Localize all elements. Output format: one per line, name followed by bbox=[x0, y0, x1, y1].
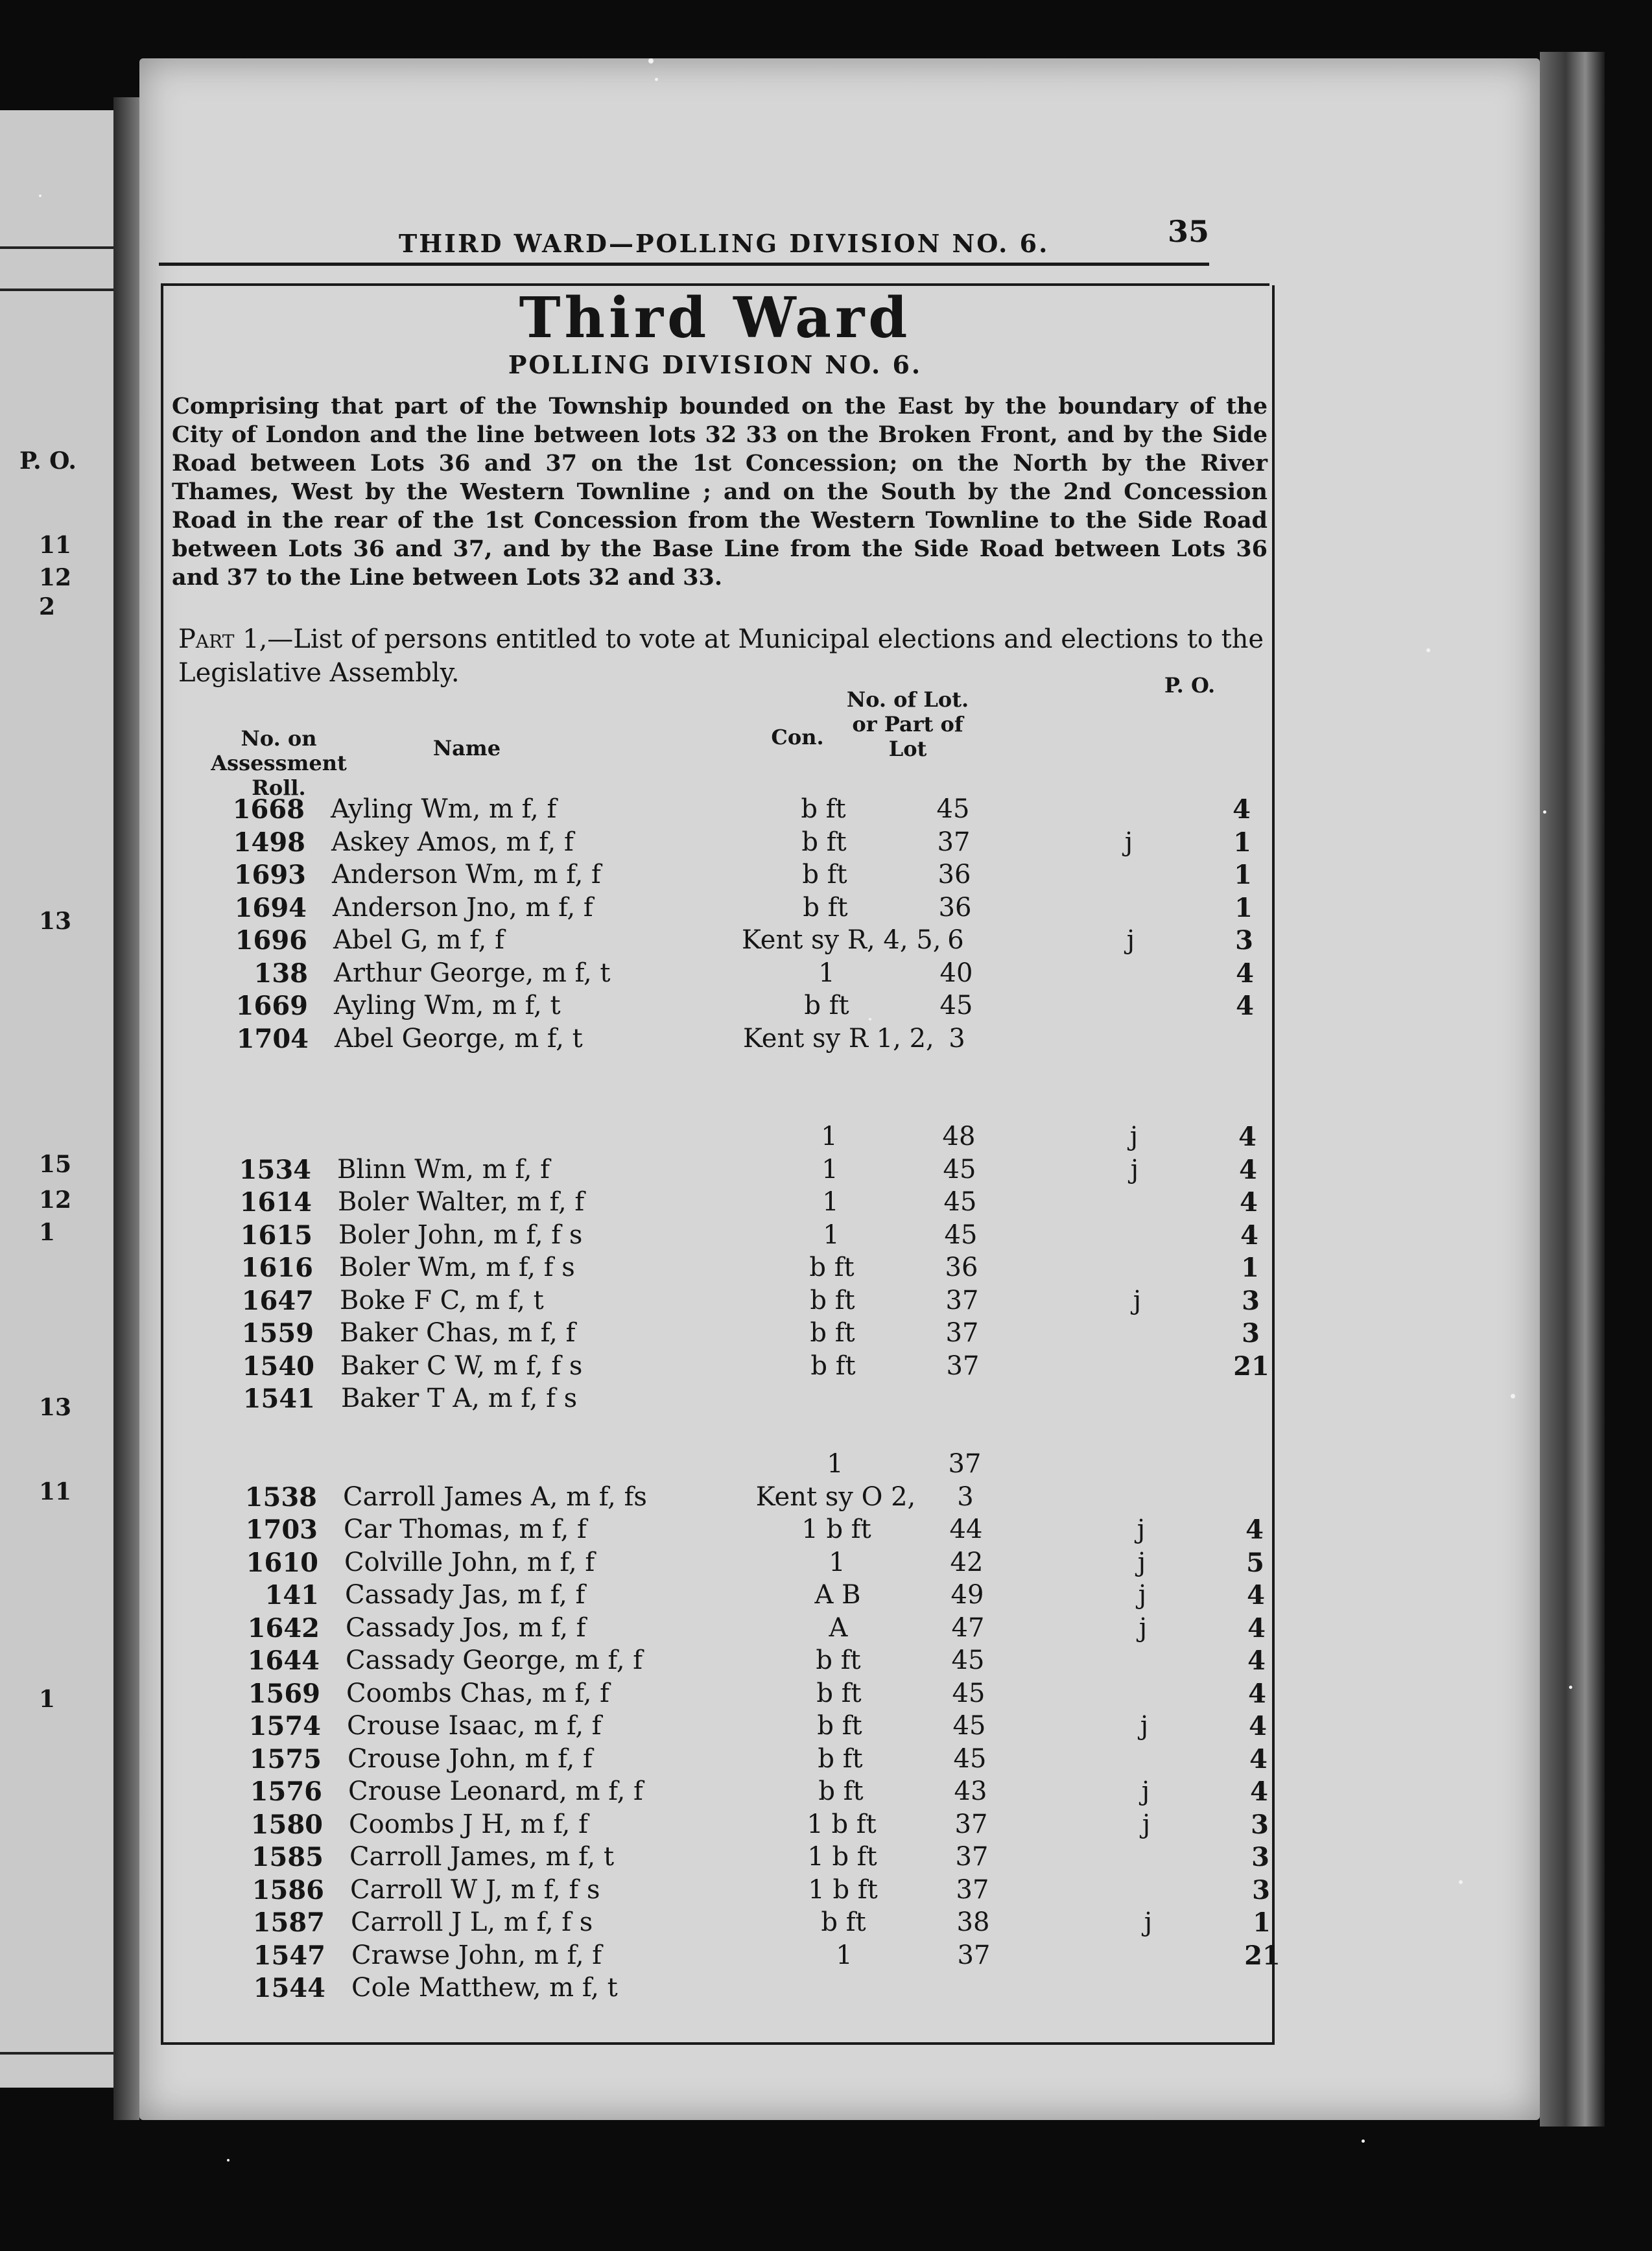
table-row bbox=[0, 860, 1652, 892]
speck bbox=[227, 2159, 230, 2162]
roll-number: 1647 bbox=[241, 1285, 314, 1316]
page-subtitle: POLLING DIVISION NO. 6. bbox=[508, 350, 923, 379]
table-row bbox=[0, 1842, 1652, 1874]
speck bbox=[1459, 1880, 1463, 1884]
post-office: 4 bbox=[1236, 958, 1254, 989]
margin-number: 1 bbox=[39, 1219, 56, 1246]
voter-name: Boler Walter, m f, f bbox=[338, 1187, 585, 1217]
lot-number: 44 bbox=[949, 1514, 983, 1544]
speck bbox=[1569, 1686, 1572, 1689]
concession: b ft bbox=[803, 892, 848, 923]
part-label: Part 1, bbox=[178, 624, 268, 654]
voter-name: Ayling Wm, m f, f bbox=[331, 794, 557, 824]
voter-name: Baker T A, m f, f s bbox=[341, 1384, 578, 1413]
lot-number: 42 bbox=[950, 1547, 984, 1577]
roll-number: 1616 bbox=[241, 1253, 313, 1283]
roll-number: 1544 bbox=[253, 1973, 325, 2003]
lot-number: 37 bbox=[937, 827, 971, 857]
lot-number: 6 bbox=[947, 925, 964, 955]
part-text: —List of persons entitled to vote at Municipal elections and elections to the Legislative Assembly. bbox=[178, 624, 1264, 688]
lot-number: 37 bbox=[957, 1940, 991, 1970]
table-row bbox=[0, 1776, 1652, 1809]
post-office: 21 bbox=[1244, 1940, 1280, 1971]
voter-name: Anderson Wm, m f, f bbox=[332, 860, 601, 890]
col-con-header: Con. bbox=[771, 725, 824, 749]
lot-number: 45 bbox=[952, 1678, 985, 1708]
roll-number: 138 bbox=[254, 958, 308, 989]
lot-number: 45 bbox=[953, 1743, 987, 1774]
speck bbox=[1543, 810, 1546, 814]
concession: A bbox=[829, 1612, 848, 1643]
margin-number: 12 bbox=[39, 1186, 72, 1214]
voter-name: Carroll W J, m f, f s bbox=[350, 1874, 600, 1905]
lot-number: 36 bbox=[945, 1253, 978, 1282]
post-office: 4 bbox=[1238, 1122, 1257, 1152]
roll-number: 1586 bbox=[252, 1874, 324, 1905]
concession: Kent sy R, 4, 5, bbox=[742, 925, 941, 955]
juror-mark: j bbox=[1133, 1285, 1142, 1315]
table-row bbox=[0, 1024, 1652, 1056]
voter-name: Cole Matthew, m f, t bbox=[351, 1973, 618, 2003]
post-office: 3 bbox=[1242, 1285, 1260, 1316]
concession: b ft bbox=[818, 1743, 863, 1774]
lot-number: 45 bbox=[939, 991, 973, 1020]
post-office: 21 bbox=[1233, 1350, 1269, 1382]
roll-number: 1642 bbox=[247, 1612, 320, 1644]
table-row bbox=[0, 1514, 1652, 1547]
rule-line bbox=[0, 289, 113, 291]
concession: 1 b ft bbox=[808, 1874, 878, 1905]
lot-number: 43 bbox=[954, 1776, 987, 1806]
post-office: 4 bbox=[1239, 1154, 1257, 1185]
post-office: 1 bbox=[1234, 860, 1252, 890]
lot-number: 3 bbox=[949, 1023, 965, 1054]
margin-number: 15 bbox=[39, 1151, 72, 1178]
table-row bbox=[0, 1253, 1652, 1285]
table-row bbox=[0, 1645, 1652, 1678]
margin-number: 13 bbox=[39, 908, 72, 935]
juror-mark: j bbox=[1137, 1514, 1146, 1544]
page-number: 35 bbox=[1167, 214, 1209, 249]
voter-name: Boler John, m f, f s bbox=[338, 1220, 583, 1250]
table-row bbox=[0, 1417, 1652, 1449]
lot-number: 48 bbox=[942, 1122, 976, 1151]
roll-number: 1574 bbox=[248, 1711, 321, 1741]
running-head bbox=[159, 211, 1209, 266]
voter-name: Cassady Jas, m f, f bbox=[345, 1580, 585, 1610]
concession: 1 b ft bbox=[807, 1809, 877, 1839]
table-row bbox=[0, 925, 1652, 958]
col-name-header: Name bbox=[432, 736, 501, 760]
concession: b ft bbox=[810, 1318, 855, 1348]
voter-name: Anderson Jno, m f, f bbox=[333, 892, 593, 923]
lot-number: 36 bbox=[938, 892, 972, 923]
table-row bbox=[0, 1907, 1652, 1940]
voter-name: Abel G, m f, f bbox=[333, 925, 504, 955]
voter-name: Cassady George, m f, f bbox=[346, 1645, 643, 1675]
roll-number: 1569 bbox=[248, 1678, 320, 1709]
concession: 1 bbox=[822, 1187, 839, 1217]
voter-name: Cassady Jos, m f, f bbox=[346, 1612, 586, 1643]
concession: 1 b ft bbox=[807, 1842, 877, 1872]
speck bbox=[39, 194, 41, 197]
table-row bbox=[0, 1482, 1652, 1514]
post-office: 4 bbox=[1240, 1220, 1258, 1251]
speck bbox=[1426, 648, 1430, 652]
speck bbox=[1362, 2139, 1365, 2143]
post-office: 3 bbox=[1251, 1809, 1269, 1840]
table-row bbox=[0, 1940, 1652, 1973]
concession: b ft bbox=[809, 1253, 855, 1282]
roll-number: 1610 bbox=[246, 1547, 318, 1578]
post-office: 4 bbox=[1245, 1514, 1264, 1545]
concession: 1 bbox=[823, 1220, 840, 1250]
post-office: 4 bbox=[1236, 991, 1254, 1021]
juror-mark: j bbox=[1130, 1154, 1139, 1184]
roll-number: 1693 bbox=[233, 860, 306, 890]
lot-number: 36 bbox=[938, 860, 971, 890]
speck bbox=[1511, 1394, 1515, 1398]
lot-number: 40 bbox=[939, 958, 973, 988]
post-office: 4 bbox=[1247, 1580, 1265, 1610]
voter-name: Crouse John, m f, f bbox=[348, 1743, 593, 1774]
roll-number: 1703 bbox=[245, 1514, 318, 1545]
roll-number: 1498 bbox=[233, 827, 305, 858]
speck bbox=[648, 58, 654, 64]
lot-number: 49 bbox=[950, 1580, 984, 1610]
juror-mark: j bbox=[1140, 1711, 1149, 1741]
voter-name: Arthur George, m f, t bbox=[334, 958, 611, 988]
roll-number: 1534 bbox=[239, 1154, 311, 1185]
concession: b ft bbox=[810, 1285, 855, 1315]
table-row bbox=[0, 1155, 1652, 1187]
post-office: 3 bbox=[1252, 1874, 1270, 1905]
concession: 1 bbox=[821, 1154, 838, 1184]
roll-number: 1615 bbox=[240, 1220, 313, 1251]
roll-number: 1669 bbox=[235, 991, 308, 1021]
concession: Kent sy O 2, bbox=[755, 1481, 916, 1512]
concession: b ft bbox=[816, 1678, 862, 1708]
voter-name: Carroll James, m f, t bbox=[349, 1842, 615, 1872]
lot-number: 45 bbox=[944, 1220, 978, 1250]
concession: A B bbox=[814, 1580, 861, 1610]
voter-name: Carroll James A, m f, fs bbox=[343, 1481, 647, 1512]
po-header: P. O. bbox=[19, 447, 77, 475]
table-row bbox=[0, 958, 1652, 991]
voter-name: Abel George, m f, t bbox=[335, 1023, 583, 1054]
concession: b ft bbox=[821, 1907, 866, 1937]
page-title: Third Ward bbox=[519, 285, 912, 351]
roll-number: 1585 bbox=[251, 1842, 324, 1872]
roll-number: 1587 bbox=[252, 1907, 325, 1938]
lot-number: 37 bbox=[945, 1318, 979, 1348]
concession: b ft bbox=[810, 1350, 856, 1381]
voter-name: Ayling Wm, m f, t bbox=[334, 991, 561, 1020]
concession: b ft bbox=[801, 794, 846, 824]
post-office: 3 bbox=[1251, 1842, 1269, 1872]
roll-number: 141 bbox=[265, 1580, 319, 1610]
voter-name: Baker Chas, m f, f bbox=[340, 1318, 576, 1348]
concession: 1 bbox=[821, 1122, 838, 1151]
voter-name: Car Thomas, m f, f bbox=[344, 1514, 587, 1544]
post-office: 1 bbox=[1234, 892, 1253, 923]
juror-mark: j bbox=[1139, 1612, 1148, 1643]
speck bbox=[655, 78, 658, 81]
table-row bbox=[0, 1580, 1652, 1612]
concession: b ft bbox=[804, 991, 849, 1020]
rule-line bbox=[0, 246, 113, 249]
post-office: 1 bbox=[1241, 1253, 1259, 1283]
concession: 1 bbox=[829, 1547, 845, 1577]
post-office: 4 bbox=[1240, 1187, 1258, 1218]
juror-mark: j bbox=[1129, 1122, 1139, 1151]
margin-number: 12 bbox=[39, 564, 72, 591]
table-row bbox=[0, 1875, 1652, 1907]
table-row bbox=[0, 1711, 1652, 1743]
table-row bbox=[0, 991, 1652, 1023]
margin-number: 13 bbox=[39, 1394, 72, 1421]
roll-number: 1704 bbox=[236, 1023, 309, 1054]
juror-mark: j bbox=[1137, 1547, 1146, 1577]
post-office: 4 bbox=[1233, 794, 1251, 825]
concession: b ft bbox=[816, 1645, 861, 1675]
post-office: 4 bbox=[1250, 1776, 1268, 1807]
roll-number: 1541 bbox=[242, 1384, 315, 1414]
roll-number: 1580 bbox=[250, 1809, 323, 1840]
concession: b ft bbox=[817, 1711, 862, 1741]
table-row bbox=[0, 1809, 1652, 1842]
table-row bbox=[0, 1122, 1652, 1154]
concession: 1 bbox=[818, 958, 835, 988]
voter-name: Blinn Wm, m f, f bbox=[337, 1154, 550, 1184]
roll-number: 1547 bbox=[253, 1940, 325, 1971]
voter-name: Boler Wm, m f, f s bbox=[339, 1253, 575, 1282]
margin-number: 11 bbox=[39, 1478, 72, 1505]
lot-number: 37 bbox=[948, 1449, 982, 1479]
voter-name: Coombs J H, m f, f bbox=[349, 1809, 588, 1839]
lot-number: 37 bbox=[946, 1350, 980, 1381]
lot-number: 47 bbox=[951, 1612, 985, 1643]
juror-mark: j bbox=[1138, 1580, 1147, 1610]
division-description: Comprising that part of the Township bounded on the East by the boundary of the City of London and the line between lots 32 33 on the Broken Front, and by the Side Road between Lots 36 and 37 on the 1st Concession; on the North by the River Thames, West by the Western Townline ; and on the South by the 2nd Concession Road in the rear of the 1st Concession from the Western Townline to the Side Road between Lots 36 and 37, and by the Base Line from the Side Road between Lots 36 and 37 to the Line between Lots 32 and 33. bbox=[172, 393, 1268, 591]
roll-number: 1694 bbox=[234, 892, 307, 923]
roll-number: 1644 bbox=[247, 1645, 320, 1676]
roll-number: 1696 bbox=[235, 925, 307, 956]
part-heading bbox=[178, 622, 1268, 690]
roll-number: 1668 bbox=[232, 794, 305, 825]
running-head-title: THIRD WARD—POLLING DIVISION NO. 6. bbox=[399, 229, 1050, 258]
lot-number: 45 bbox=[951, 1645, 985, 1675]
roll-number: 1540 bbox=[242, 1350, 314, 1382]
post-office: 4 bbox=[1248, 1678, 1266, 1709]
post-office: 4 bbox=[1247, 1645, 1266, 1676]
table-row bbox=[0, 1220, 1652, 1253]
lot-number: 37 bbox=[955, 1842, 989, 1872]
table-row bbox=[0, 1351, 1652, 1384]
post-office: 4 bbox=[1249, 1743, 1268, 1774]
voter-name: Carroll J L, m f, f s bbox=[351, 1907, 593, 1937]
voter-name: Askey Amos, m f, f bbox=[331, 827, 574, 857]
speck bbox=[869, 1018, 871, 1020]
post-office: 1 bbox=[1253, 1907, 1271, 1938]
table-row bbox=[0, 893, 1652, 925]
table-row bbox=[0, 827, 1652, 860]
voter-name: Boke F C, m f, t bbox=[340, 1285, 544, 1315]
post-office: 3 bbox=[1242, 1318, 1260, 1349]
juror-mark: j bbox=[1141, 1776, 1150, 1806]
margin-number: 2 bbox=[39, 593, 56, 620]
juror-mark: j bbox=[1142, 1809, 1151, 1839]
table-row bbox=[0, 1318, 1652, 1350]
lot-number: 3 bbox=[957, 1481, 974, 1512]
concession: 1 b ft bbox=[801, 1514, 871, 1544]
table-row bbox=[0, 1056, 1652, 1089]
col-roll-header: No. on Assessment Roll. bbox=[211, 726, 347, 800]
roll-number: 1538 bbox=[244, 1481, 317, 1513]
table-row bbox=[0, 1449, 1652, 1481]
lot-number: 45 bbox=[943, 1187, 977, 1217]
table-row bbox=[0, 1187, 1652, 1220]
concession: b ft bbox=[801, 827, 847, 857]
lot-number: 38 bbox=[956, 1907, 990, 1937]
voter-name: Crouse Leonard, m f, f bbox=[348, 1776, 643, 1806]
table-row bbox=[0, 1613, 1652, 1645]
roll-number: 1576 bbox=[250, 1776, 322, 1807]
voter-name: Crouse Isaac, m f, f bbox=[347, 1711, 602, 1741]
lot-number: 37 bbox=[954, 1809, 988, 1839]
lot-number: 45 bbox=[952, 1711, 986, 1741]
col-lot-header: No. of Lot. or Part of Lot bbox=[846, 687, 969, 761]
juror-mark: j bbox=[1126, 925, 1135, 955]
table-row bbox=[0, 1384, 1652, 1416]
table-row bbox=[0, 1548, 1652, 1580]
table-row bbox=[0, 1089, 1652, 1122]
concession: b ft bbox=[818, 1776, 864, 1806]
rule-line bbox=[0, 2052, 113, 2055]
juror-mark: j bbox=[1144, 1907, 1153, 1937]
lot-number: 37 bbox=[945, 1285, 979, 1315]
concession: 1 bbox=[827, 1449, 844, 1479]
table-row bbox=[0, 1973, 1652, 2005]
voter-name: Baker C W, m f, f s bbox=[340, 1350, 583, 1381]
post-office: 4 bbox=[1249, 1711, 1267, 1741]
margin-number: 1 bbox=[39, 1686, 56, 1713]
margin-number: 11 bbox=[39, 532, 72, 559]
table-row bbox=[0, 1679, 1652, 1711]
roll-number: 1614 bbox=[239, 1187, 312, 1218]
lot-number: 45 bbox=[936, 794, 970, 824]
post-office: 5 bbox=[1246, 1547, 1264, 1578]
roll-number: 1559 bbox=[241, 1318, 314, 1349]
table-row bbox=[0, 1744, 1652, 1776]
concession: Kent sy R 1, 2, bbox=[743, 1023, 934, 1054]
table-row bbox=[0, 794, 1652, 827]
post-office: 3 bbox=[1235, 925, 1253, 956]
juror-mark: j bbox=[1124, 827, 1133, 857]
voter-name: Coombs Chas, m f, f bbox=[346, 1678, 609, 1708]
voter-name: Colville John, m f, f bbox=[344, 1547, 595, 1577]
table-row bbox=[0, 1286, 1652, 1318]
voter-name: Crawse John, m f, f bbox=[351, 1940, 602, 1970]
concession: 1 bbox=[836, 1940, 853, 1970]
post-office: 4 bbox=[1247, 1612, 1266, 1644]
concession: b ft bbox=[802, 860, 847, 890]
roll-number: 1575 bbox=[249, 1743, 322, 1774]
col-po-header: P. O. bbox=[1164, 673, 1216, 698]
lot-number: 45 bbox=[943, 1154, 976, 1184]
post-office: 1 bbox=[1233, 827, 1251, 858]
lot-number: 37 bbox=[956, 1874, 989, 1905]
